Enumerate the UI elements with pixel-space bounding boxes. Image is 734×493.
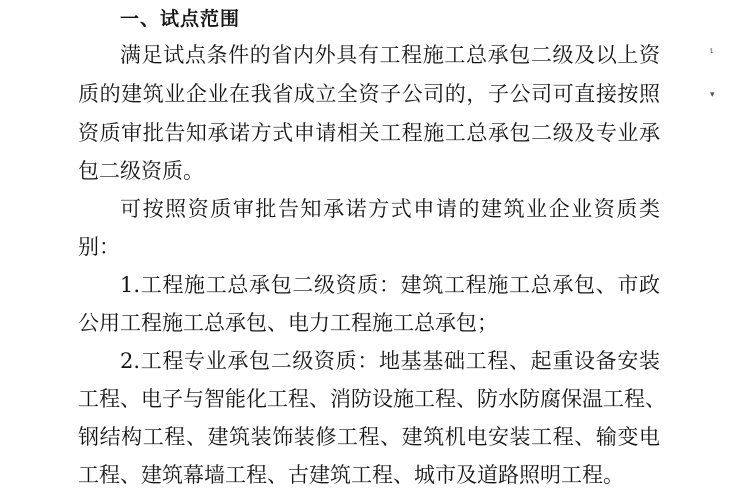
margin-mark: ɩ: [710, 46, 714, 56]
paragraph-2-line-1: 可按照资质审批告知承诺方式申请的建筑业企业资质类: [120, 197, 660, 221]
paragraph-1-line-2: 质的建筑业企业在我省成立全资子公司的，子公司可直接按照: [78, 82, 660, 106]
paragraph-4-line-4: 工程、建筑幕墙工程、古建筑工程、城市及道路照明工程。: [78, 463, 624, 487]
paragraph-2-line-2: 别：: [78, 235, 120, 259]
paragraph-4-line-3: 钢结构工程、建筑装饰装修工程、建筑机电安装工程、输变电: [78, 425, 660, 449]
paragraph-1-line-1: 满足试点条件的省内外具有工程施工总承包二级及以上资: [120, 43, 660, 67]
section-heading: 一、试点范围: [120, 8, 241, 30]
paragraph-3-line-2: 公用工程施工总承包、电力工程施工总承包；: [78, 311, 498, 335]
paragraph-4-line-2: 工程、电子与智能化工程、消防设施工程、防水防腐保温工程、: [78, 387, 666, 411]
paragraph-1-line-4: 包二级资质。: [78, 159, 204, 183]
margin-mark: ▾: [710, 90, 715, 100]
paragraph-3-line-1: 1.工程施工总承包二级资质：建筑工程施工总承包、市政: [120, 273, 660, 297]
paragraph-1-line-3: 资质审批告知承诺方式申请相关工程施工总承包二级及专业承: [78, 121, 660, 145]
paragraph-4-line-1: 2.工程专业承包二级资质：地基基础工程、起重设备安装: [120, 349, 660, 373]
